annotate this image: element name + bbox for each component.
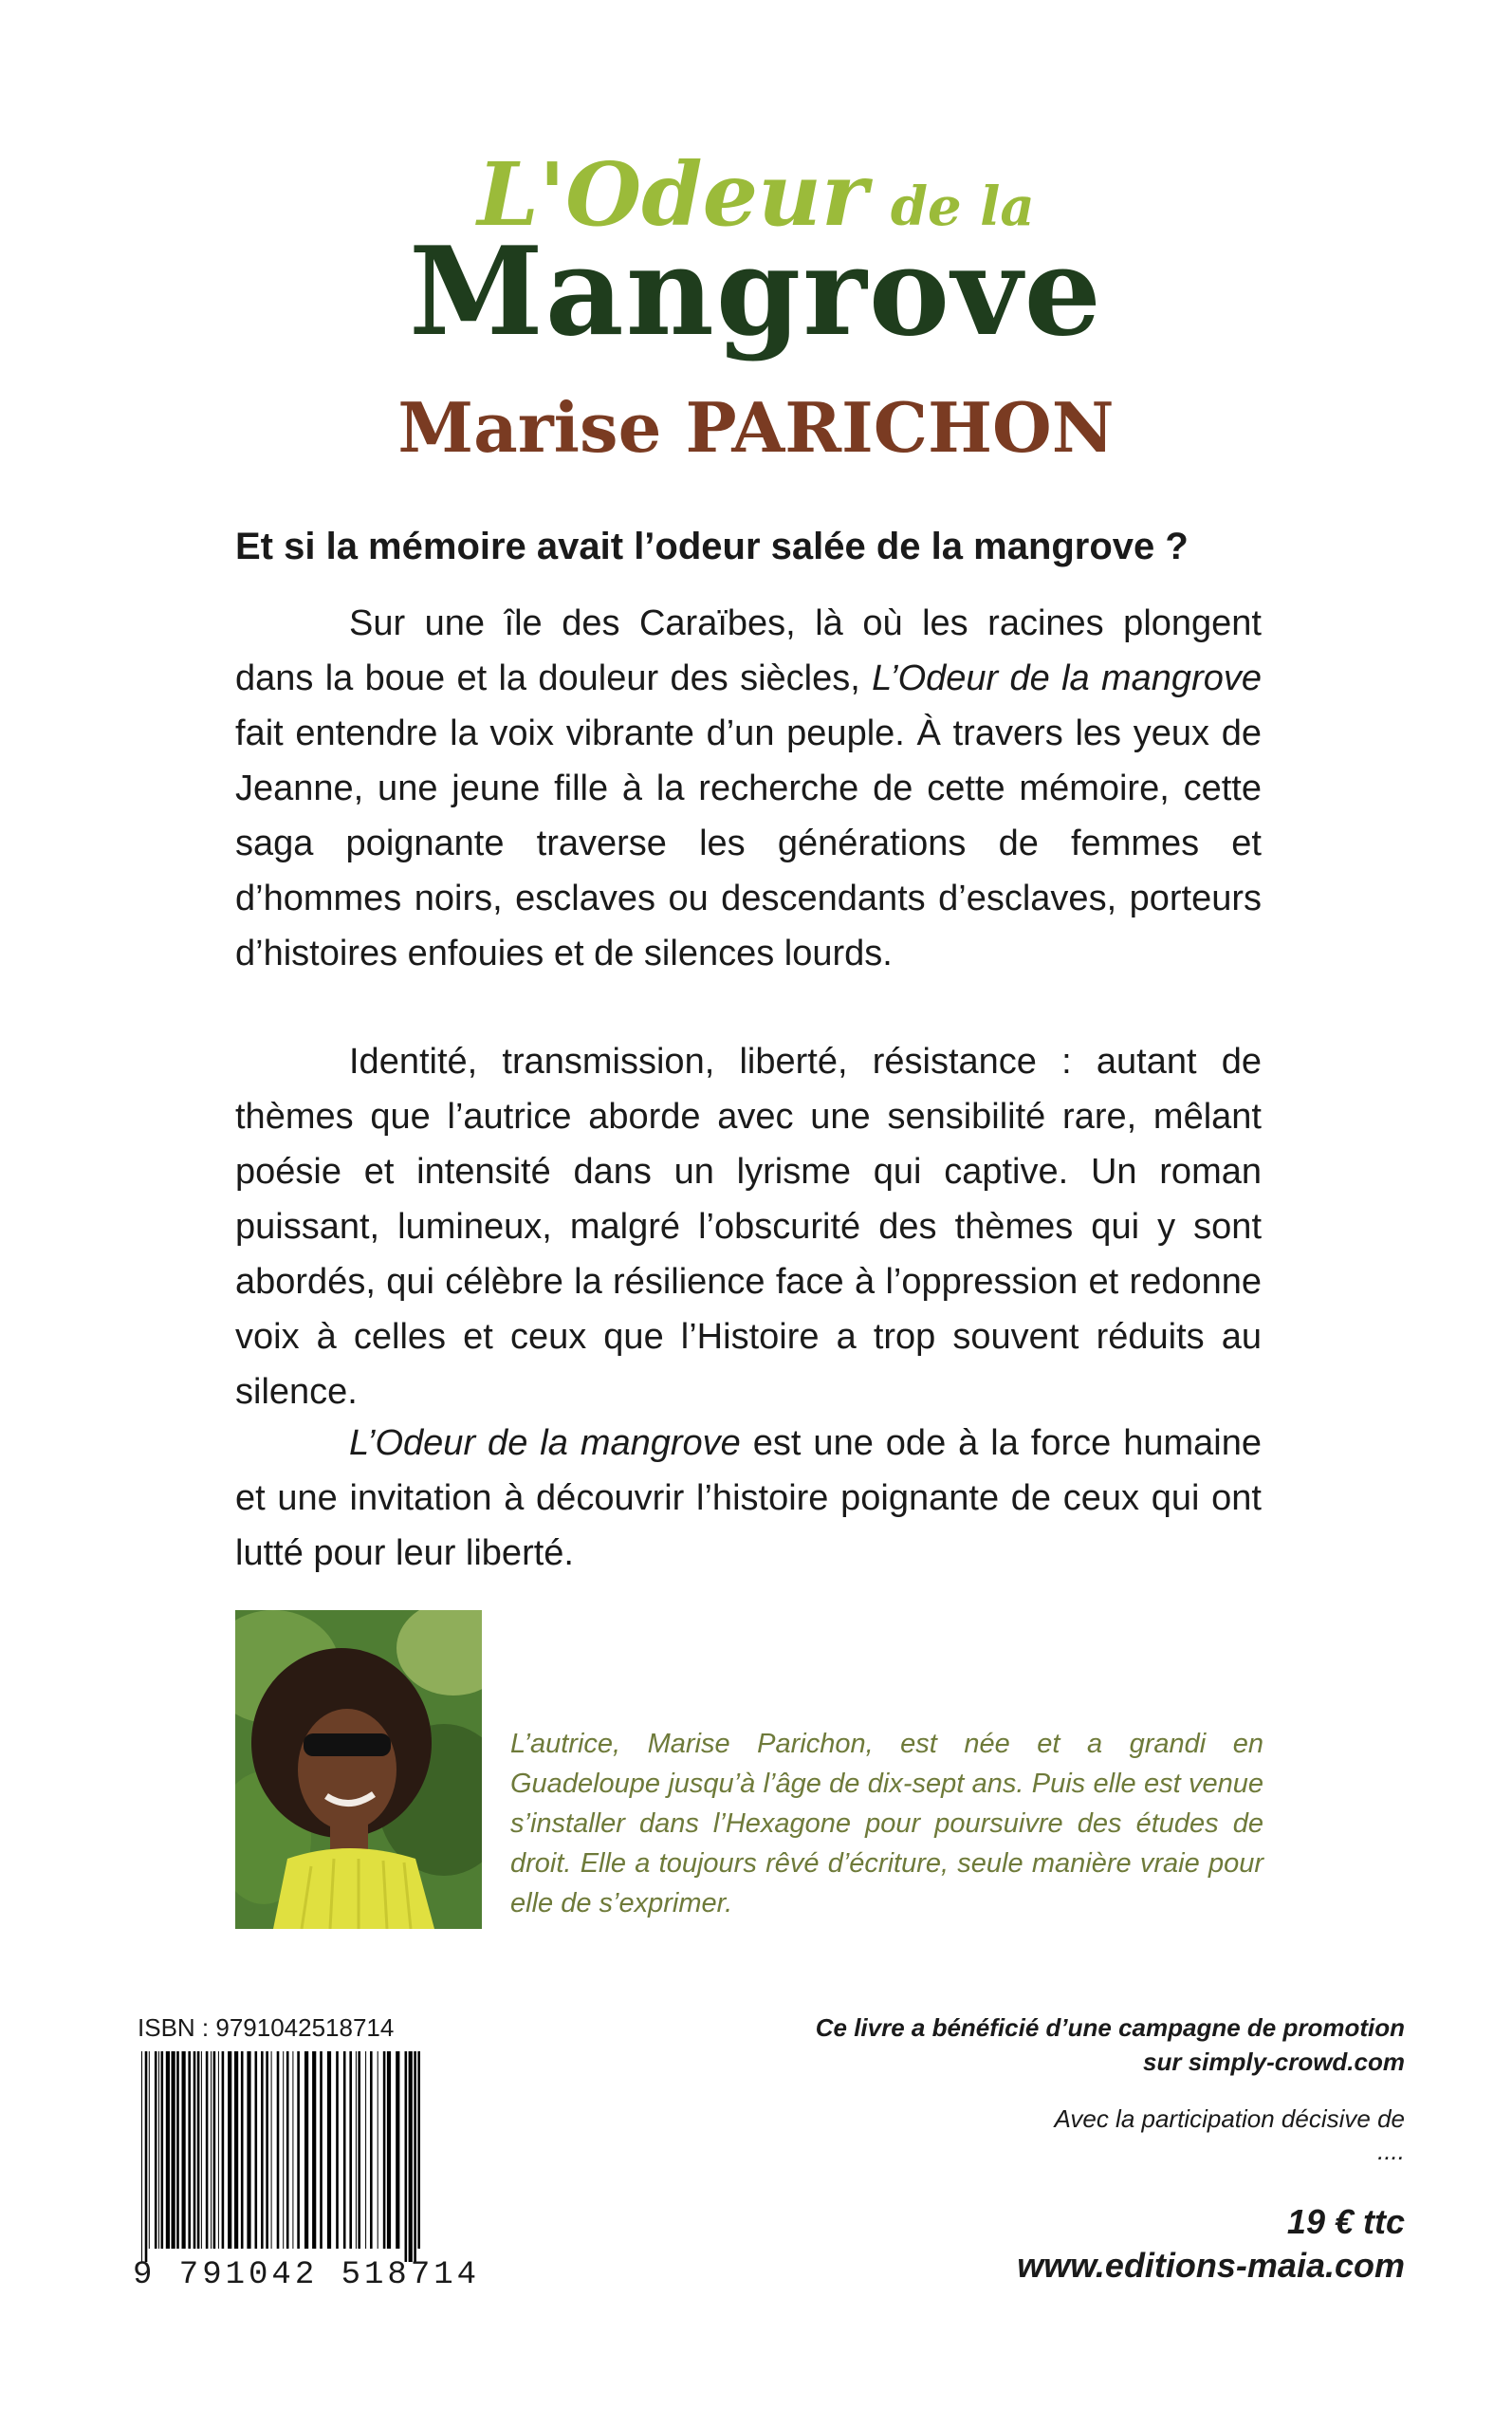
barcode-bar [247,2051,250,2249]
barcode-bar [172,2051,175,2249]
barcode-bar [409,2051,413,2262]
barcode-bar [194,2051,196,2249]
price: 19 € ttc [1286,2202,1405,2241]
partner-line-2: .... [1377,2137,1405,2165]
barcode-bar [206,2051,209,2249]
synopsis-3-text: est une ode à la force humaine et une invitation à découvrir l’histoire poignante de ceux qui ont lutté pour leur liberté. [235,1423,1263,1573]
barcode-bar [176,2051,179,2249]
barcode-bar [158,2051,159,2249]
synopsis-1-book-title: L’Odeur de la mangrove [872,658,1262,698]
barcode-bar [383,2051,386,2249]
barcode-bar [271,2051,272,2249]
barcode-bar [255,2051,258,2249]
author-bio: L’autrice, Marise Parichon, est née et a grandi en Guadeloupe jusqu’à l’âge de dix-sept ans. Puis elle est venue s’installer dans l’Hexagone pour poursuivre des études de droit. Elle a toujours rêvé d’écriture, seule manière vraie pour elle de s’exprimer. [510,1729,1263,1918]
tagline-question: Et si la mémoire avait l’odeur salée de la mangrove ? [235,526,1189,567]
barcode-bar [149,2051,150,2249]
barcode-bar [365,2051,366,2249]
author-photo [235,1610,482,1929]
promo-line-2: sur simply-crowd.com [1143,2048,1405,2076]
barcode-bar [304,2051,308,2249]
barcode-bar [320,2051,323,2249]
barcode-bar [241,2051,244,2249]
title-words-de-la: de la [890,176,1035,238]
author-name: Marise PARICHON [397,387,1115,468]
partner-line-1: Avec la participation décisive de [1054,2104,1405,2133]
author-portrait-image [235,1610,482,1929]
barcode-bar [182,2051,186,2249]
barcode-bar [211,2051,212,2249]
barcode-bar [266,2051,268,2249]
synopsis-paragraph-3 [235,1416,1262,1581]
barcode-bar [161,2051,164,2249]
barcode-bar [387,2051,391,2249]
barcode-bar [297,2051,300,2249]
barcode-bar [343,2051,346,2249]
barcode-bar [218,2051,219,2249]
barcode-bar [292,2051,293,2249]
barcode-bar [312,2051,316,2249]
barcode-digits: 9 791042 518714 [133,2257,481,2293]
barcode-bar [222,2051,225,2249]
publisher-website[interactable]: www.editions-maia.com [1017,2246,1405,2285]
barcode-bar [188,2051,191,2249]
barcode-bar [155,2051,157,2249]
barcode-bar [166,2051,170,2249]
barcode-bar [358,2051,360,2249]
barcode-bar [201,2051,202,2249]
barcode-bar [417,2051,420,2249]
barcode-bar [370,2051,373,2249]
synopsis-paragraph-1 [235,596,1262,981]
barcode [138,2051,427,2262]
book-title-mangrove: Mangrove [409,221,1103,363]
barcode-bar [141,2051,142,2262]
synopsis-paragraph-2 [235,1034,1262,1419]
barcode-bar [286,2051,289,2249]
barcode-bar [349,2051,352,2249]
synopsis-1-text-start: Sur une île des Caraïbes, là où les racines plongent dans la boue et la douleur des siècles, [235,603,1262,698]
barcode-bar [145,2051,148,2262]
barcode-bar [261,2051,264,2249]
barcode-bar [396,2051,399,2249]
barcode-bar [327,2051,331,2249]
barcode-bar [356,2051,357,2249]
barcode-bar [405,2051,408,2262]
barcode-bar [213,2051,216,2249]
barcode-bar [336,2051,339,2249]
barcode-bar [414,2051,416,2262]
title-word-odeur: L'Odeur [477,143,868,246]
isbn-label: ISBN : 9791042518714 [138,2013,395,2042]
barcode-bar [197,2051,200,2249]
synopsis-1-text-end: fait entendre la voix vibrante d’un peuple. À travers les yeux de Jeanne, une jeune fille à la recherche de cette mémoire, cette saga poignante traverse les générations de femmes et d’hommes noirs, esclaves ou descendants d’esclaves, porteurs d’histoires enfouies et de silences lourds. [235,713,1262,973]
barcode-bar [228,2051,231,2249]
barcode-bar [283,2051,284,2249]
promo-line-1: Ce livre a bénéficié d’une campagne de promotion [815,2013,1405,2042]
barcode-bar [234,2051,238,2249]
synopsis-2-text: Identité, transmission, liberté, résistance : autant de thèmes que l’autrice aborde avec une sensibilité rare, mêlant poésie et intensité dans un lyrisme qui captive. Un roman puissant, lumineux, malgré l’obscurité des thèmes qui y sont abordés, qui célèbre la résilience face à l’oppression et redonne voix à celles et ceux que l’Histoire a trop souvent réduits au silence. [235,1042,1262,1412]
barcode-bar [277,2051,280,2249]
synopsis-3-book-title: L’Odeur de la mangrove [349,1423,741,1463]
